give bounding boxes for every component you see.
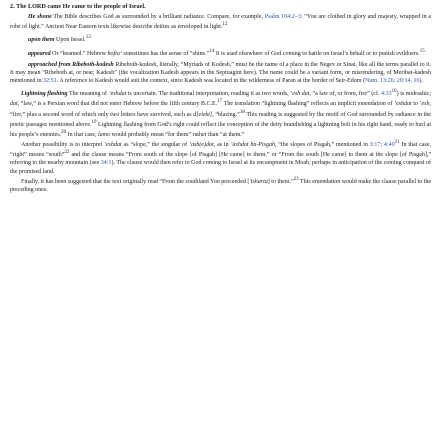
comment-slope-interpretation: Another possibility is to interpret ’eshdat as “slope,” the singular of ’ash(e)dot, as in ’ashdot ha-Pisgah, “the slopes of Pisgah,” mentioned in 3:17; $4:49^{21}$ In that case, “right” means “south”$^{22}$ and the clause means “From south of the slope [of Pisgah] [He came] to them,” or “From the south [He came] to them at the slope [of Pisgah],” referring to the nearby mountain (see 34:1). The clause would then refer to God coming to Israel at its encampment in Moab, perhaps in anticipation of the coming conquest of the promised land. xyxy=(10,140,432,175)
lemma-upon-them: upon them xyxy=(28,37,55,44)
footnote-marker[interactable]: 14 xyxy=(209,48,215,54)
comment-ribeboth-kodesh: approached from Ribeboth-kodesh Ribeboth-kodesh, literally, “Myriads of Kodesh,” must be the name of a place in the Negev or Sinai, like all the terms parallel to it. It may mean “Ribeboth at, or near, Kadesh” (the vocalization Kadesh appears in the Septuagint here). The name could be a variant form, or misrendering, of Meribat-kadesh mentioned in 32:51. A reference to Kadesh would suit the context, since Kadesh was located in the wilderness of Paran at the border of Seir-Edom (Num. 13:26; 20:14, 16). xyxy=(10,61,432,85)
lemma-he-shone: He shone xyxy=(28,14,52,21)
lemma-ribeboth-kodesh: approached from Ribeboth-kodesh xyxy=(28,61,114,68)
lemma-appeared: appeared xyxy=(28,50,51,57)
comment-appeared: appeared Or “beamed.” Hebrew hofia‘ sometimes has the sense of “shine.”$^{14}$ It is used elsewhere of God coming to battle on Israel’s behalf or to punish evildoers.$^{15}$ xyxy=(28,48,425,57)
footnote-marker[interactable]: 22 xyxy=(64,150,70,156)
footnote-marker[interactable]: 12 xyxy=(222,22,228,28)
scripture-link[interactable]: Psalm 104:2–3: xyxy=(264,14,303,21)
footnote-marker[interactable]: 17 xyxy=(217,99,223,105)
section-heading xyxy=(10,3,431,11)
heading-lemma: The LORD came xyxy=(16,3,62,10)
scripture-link[interactable]: Num. 13:26; 20:14, 16 xyxy=(364,78,420,85)
comment-lightning-flashing: Lightning flashing The meaning of ’eshdat is uncertain. The traditional interpretation, reading it as two words, ’esh dat, “a law of, or from, fire” (cf. $4:33^{16}$) is midrashic; dat, “law,” is a Persian word that did not enter Hebrew before the fifth century B.C.E.$^{17}$ The translation “lightning flashing” reflects an implicit emendation of ’eshdat to ’esh, “fire,” plus a second word of which only two letters have survived, such as d[elekt], “blazing.”$^{18}$ This reading is suggested by the motif of God surrounded by radiance in the poetic passages mentioned above.$^{19}$ Lightning flashing from God’s right could reflect the conception of the deity brandishing a lightning bolt in his right hand, ready to hurl at his people’s enemies.$^{20}$ In that case, lamo would probably mean “for them” rather than “at them.” xyxy=(10,89,432,138)
footnote-marker[interactable]: 18 xyxy=(239,109,245,115)
footnote-marker[interactable]: 15 xyxy=(419,48,425,54)
scripture-link[interactable]: 32:51 xyxy=(43,78,57,85)
verse-number: 2. xyxy=(10,3,15,10)
footnote-marker[interactable]: 16 xyxy=(391,89,397,95)
lemma-lightning-flashing: Lightning flashing xyxy=(21,91,68,98)
footnote-marker[interactable]: 23 xyxy=(293,176,299,182)
footnote-marker[interactable]: 21 xyxy=(394,140,400,146)
scripture-link[interactable]: 4:33 xyxy=(381,91,392,98)
scripture-link[interactable]: 3:17; 4:49 xyxy=(369,142,395,149)
footnote-marker[interactable]: 19 xyxy=(91,119,97,125)
comment-upon-them: upon them Upon Israel.$^{13}$ xyxy=(28,35,91,44)
comment-he-shone: He shone The Bible describes God as surrounded by a brilliant radiance. Compare, for example, Psalm 104:2–3: “You are clothed in glory and majesty, wrapped in a robe of light.” Ancient Near Eastern texts likewise describe deities as enveloped in light.$^{12}$ xyxy=(10,14,432,31)
footnote-marker[interactable]: 20 xyxy=(61,129,67,135)
scripture-link[interactable]: 34:1 xyxy=(100,160,112,167)
comment-emendation: Finally, it has been suggested that the text originally read “From the southland You proceeded [’tsharta] to them.”$^{23}$ This emendation would make the clause parallel to the preceding ones. xyxy=(10,176,432,193)
footnote-marker[interactable]: 13 xyxy=(85,35,91,41)
heading-text: He came to the people of Israel. xyxy=(62,3,146,10)
